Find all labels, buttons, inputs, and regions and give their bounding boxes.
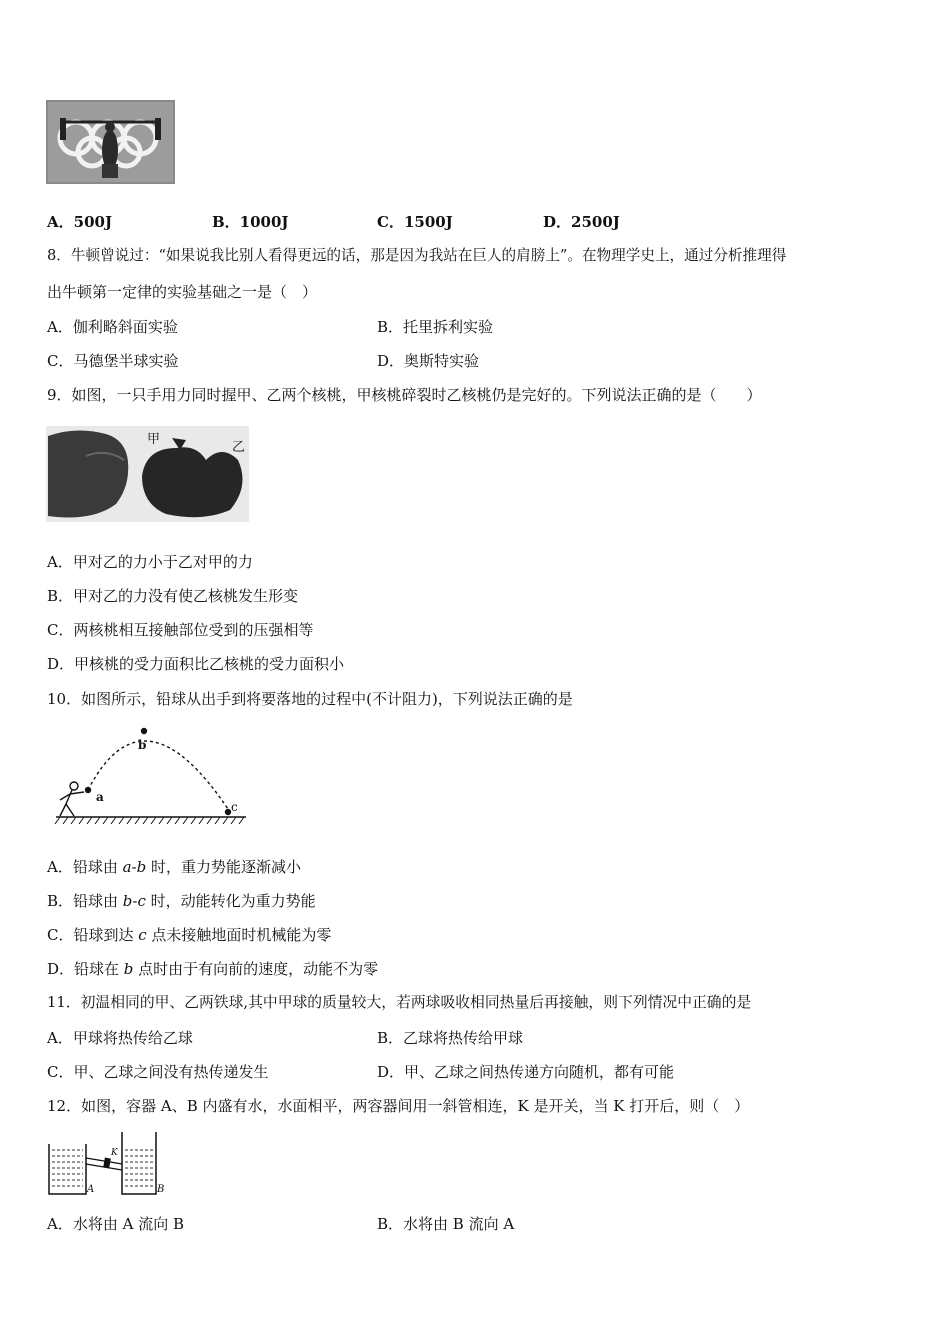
q10-option-b-var: b-c [122, 892, 146, 910]
q10-option-a-var: a-b [122, 858, 147, 876]
q8-stem-line1: 8．牛顿曾说过：“如果说我比别人看得更远的话，那是因为我站在巨人的肩膀上”。在物理学史上，通过分析推理得 [47, 247, 787, 264]
q10-option-c-var: c [138, 926, 147, 944]
switch-label-k: K [111, 1148, 118, 1158]
q10-option-d-prefix: D．铅球在 [47, 960, 124, 978]
q9-option-d[interactable]: D．甲核桃的受力面积比乙核桃的受力面积小 [47, 655, 345, 673]
shot-put-figure [52, 722, 248, 828]
q8-stem-line2: 出牛顿第一定律的实验基础之一是（ ） [47, 283, 318, 301]
q9-option-c[interactable]: C．两核桃相互接触部位受到的压强相等 [47, 621, 314, 639]
q10-option-c[interactable] [47, 925, 331, 945]
q11-option-c[interactable]: C．甲、乙球之间没有热传递发生 [47, 1063, 269, 1081]
q11-option-d[interactable]: D．甲、乙球之间热传递方向随机，都有可能 [377, 1063, 675, 1081]
q10-option-b[interactable] [47, 891, 316, 911]
q7-option-b[interactable]: B．1000J [212, 213, 289, 231]
shot-label-c: c [231, 800, 238, 814]
walnut-label-jia: 甲 [147, 432, 161, 447]
q8-option-b[interactable]: B．托里拆利实验 [377, 318, 494, 336]
q8-option-d[interactable]: D．奥斯特实验 [377, 352, 480, 370]
q12-stem: 12．如图，容器 A、B 内盛有水，水面相平，两容器间用一斜管相连，K 是开关，当 K 打开后，则（ ） [47, 1097, 750, 1115]
q10-option-a[interactable] [47, 857, 301, 877]
q11-option-a[interactable]: A．甲球将热传给乙球 [47, 1029, 193, 1047]
q10-option-c-prefix: C．铅球到达 [47, 926, 139, 944]
q8-option-c[interactable]: C．马德堡半球实验 [47, 352, 179, 370]
weightlifter-figure [46, 100, 175, 184]
container-label-b: B [157, 1184, 165, 1195]
q9-option-b[interactable]: B．甲对乙的力没有使乙核桃发生形变 [47, 587, 299, 605]
shot-label-a: a [96, 790, 104, 804]
q9-option-a[interactable]: A．甲对乙的力小于乙对甲的力 [47, 553, 253, 571]
q9-stem: 9．如图，一只手用力同时握甲、乙两个核桃，甲核桃碎裂时乙核桃仍是完好的。下列说法正确的是（ ） [47, 386, 762, 404]
q10-option-d-var: b [123, 960, 134, 978]
q10-option-c-suffix: 点未接触地面时机械能为零 [146, 926, 332, 944]
q7-option-d[interactable]: D．2500J [543, 213, 620, 231]
q10-option-b-suffix: 时，动能转化为重力势能 [145, 892, 316, 910]
walnut-label-yi: 乙 [232, 440, 246, 455]
q10-option-d-suffix: 点时由于有向前的速度，动能不为零 [133, 960, 379, 978]
q12-option-b[interactable]: B．水将由 B 流向 A [377, 1215, 515, 1233]
walnut-figure [46, 426, 249, 522]
q11-option-b[interactable]: B．乙球将热传给甲球 [377, 1029, 524, 1047]
q7-option-c[interactable]: C．1500J [377, 213, 453, 231]
q10-option-a-suffix: 时，重力势能逐渐减小 [146, 858, 302, 876]
q10-option-b-prefix: B．铅球由 [47, 892, 123, 910]
q7-option-a[interactable]: A．500J [47, 213, 113, 231]
containers-figure [46, 1130, 168, 1198]
container-label-a: A [87, 1184, 95, 1195]
q12-option-a[interactable]: A．水将由 A 流向 B [47, 1215, 184, 1233]
q10-option-a-prefix: A．铅球由 [47, 858, 123, 876]
q10-option-d[interactable] [47, 959, 378, 979]
q11-stem: 11．初温相同的甲、乙两铁球,其中甲球的质量较大，若两球吸收相同热量后再接触，则下列情况中正确的是 [47, 994, 752, 1011]
shot-label-b: b [138, 738, 147, 752]
q10-stem: 10．如图所示，铅球从出手到将要落地的过程中(不计阻力)，下列说法正确的是 [47, 690, 573, 708]
q8-option-a[interactable]: A．伽利略斜面实验 [47, 318, 178, 336]
